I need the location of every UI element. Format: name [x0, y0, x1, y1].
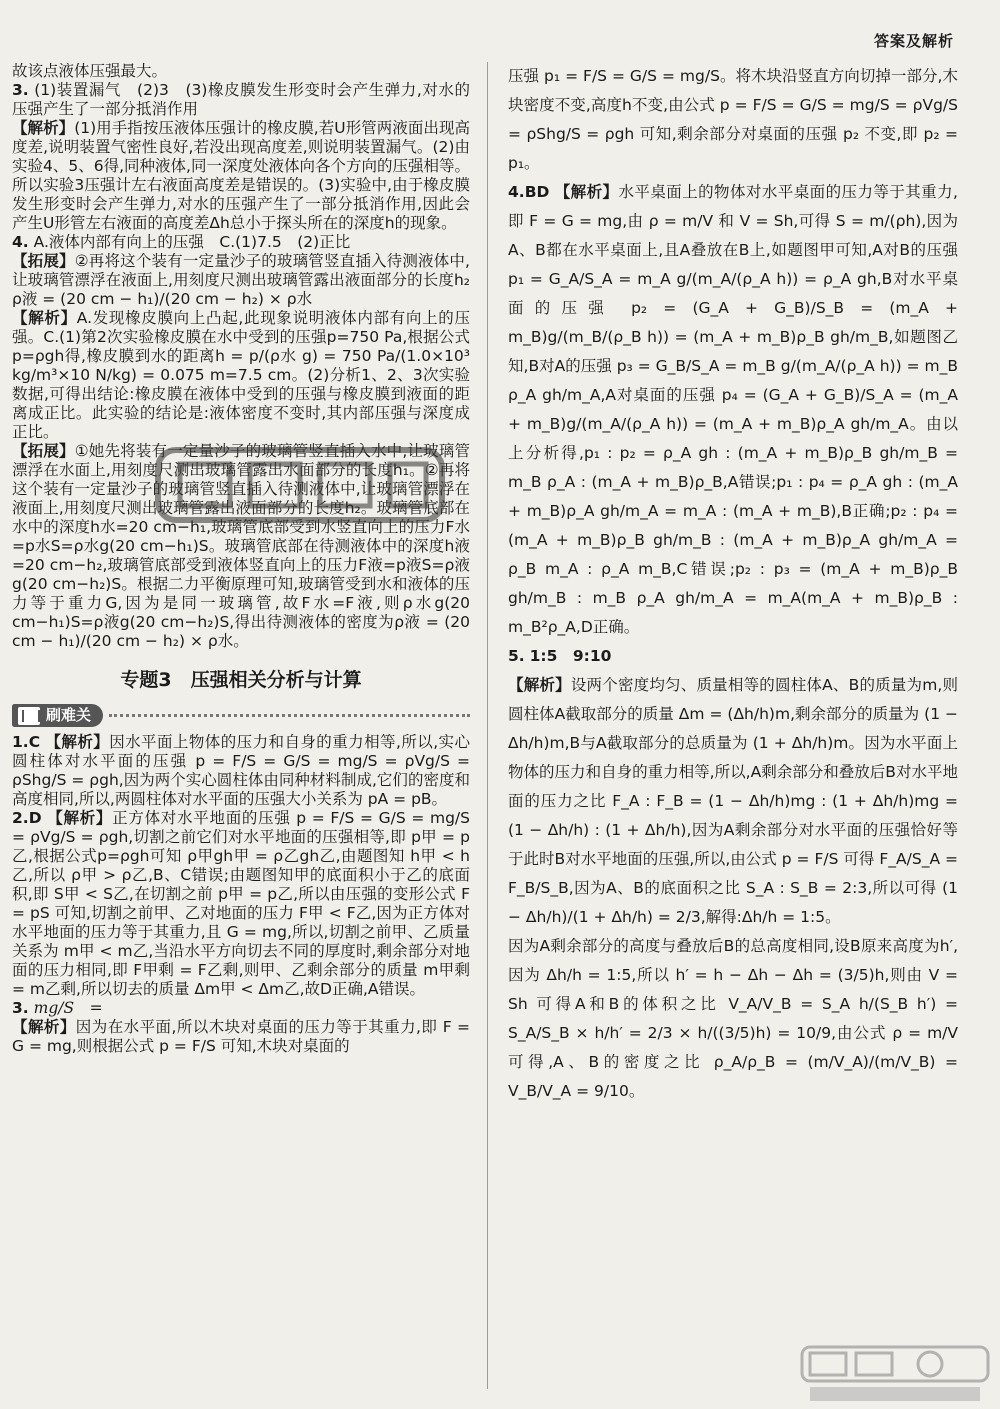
analysis-tag: 【解析】: [47, 809, 113, 827]
stamp-watermark-icon: [150, 440, 450, 530]
analysis-text: 设两个密度均匀、质量相等的圆柱体A、B的质量为m,则圆柱体A截取部分的质量 Δm = (Δh/h)m,剩余部分的质量为 (1 − Δh/h)m,B与A截取部分的总质量为 (1 + Δh/h)m。因为水平面上物体的压力和自身的重力相等,所以,A剩余部分和叠放后B对水平地面的压力之比 F_A : F_B = (1 − Δh/h)mg : (1 + Δh/h)mg = (1 − Δh/h) : (1 + Δh/h),因为A剩余部分对水平面的压强恰好等于此时B对水平地面的压强,所以,由公式 p = F/S 可得 F_A/S_A = F_B/S_B,因为A、B的底面积之比 S_A : S_B = 2:3,所以可得 (1 − Δh/h)/(1 + Δh/h) = 2/3,解得:Δh/h = 1:5。: [508, 676, 958, 926]
right-column: [508, 62, 958, 1106]
analysis-tag: 【解析】: [508, 676, 571, 694]
left-column: [12, 62, 486, 1056]
extension-4: [12, 252, 486, 309]
question-4: [12, 233, 470, 252]
analysis-4: [12, 309, 470, 442]
answer: mg/S =: [33, 999, 103, 1017]
analysis-text: 因水平面上物体的压力和自身的重力相等,所以,实心圆柱体对水平面的压强 p = F/S = G/S = mg/S = ρVg/S = ρShg/S = ρgh,因为两个实心圆柱体由同种材料制成,它们的密度和高度相同,所以,两圆柱体对水平面的压强大小关系为 pA = pB。: [12, 733, 470, 808]
analysis-text: 因为在水平面,所以木块对桌面的压力等于其重力,即 F = G = mg,则根据公式 p = F/S 可知,木块对桌面的: [12, 1018, 470, 1055]
analysis-c3-continued: 压强 p₁ = F/S = G/S = mg/S。将木块沿竖直方向切掉一部分,木块密度不变,高度h不变,由公式 p = F/S = G/S = mg/S = ρVg/S = ρShg/S = ρgh 可知,剩余部分对桌面的压强 p₂ 不变,即 p₂ = p₁。: [508, 67, 958, 172]
answer: 1:5 9:10: [529, 647, 612, 665]
analysis-tag: 【解析】: [554, 183, 619, 201]
answer: BD: [524, 183, 550, 201]
dotted-divider: [109, 714, 470, 717]
answer: (1)装置漏气 (2)3 (3)橡皮膜发生形变时会产生弹力,对水的压强产生了一部分抵消作用: [12, 81, 470, 118]
analysis-text: A.发现橡皮膜向上凸起,此现象说明液体内部有向上的压强。C.(1)第2次实验橡皮膜在水中受到的压强p=750 Pa,根据公式p=ρgh得,橡皮膜到水的距离h = p/(ρ水 g) = 750 Pa/(1.0×10³ kg/m³×10 N/kg) = 0.075 m=7.5 cm。(2)分析1、2、3次实验数据,可得出结论:橡皮膜在液体中受到的压强与橡皮膜到液面的距离成正比。此实验的结论是:液体密度不变时,其内部压强与深度成正比。: [12, 309, 470, 441]
question-c5: [508, 642, 958, 671]
question-3: [12, 81, 470, 119]
analysis-tag: 【解析】: [12, 309, 77, 327]
analysis-tag: 【解析】: [12, 1018, 76, 1036]
question-c1: [12, 733, 470, 809]
extension-text: ②再将这个装有一定量沙子的玻璃管竖直插入待测液体中,让玻璃管漂浮在液面上,用刻度尺测出玻璃管露出液面部分的长度h₂ ρ液 = (20 cm − h₁)/(20 cm − h₂) × ρ水: [12, 252, 486, 308]
brush-icon: [18, 707, 40, 725]
analysis-c5-part2: 因为A剩余部分的高度与叠放后B的总高度相同,设B原来高度为h′,因为 Δh/h = 1:5,所以 h′ = h − Δh − Δh = (3/5)h,则由 V = Sh 可得A和B的体积之比 V_A/V_B = S_A h/(S_B h′) = S_A/S_B × h/h′ = 2/3 × h/((3/5)h) = 10/9,由公式 ρ = m/V 可得,A、B的密度之比 ρ_A/ρ_B = (m/V_A)/(m/V_B) = V_B/V_A = 9/10。: [508, 937, 958, 1100]
answer: D: [28, 809, 42, 827]
analysis-text: (1)用手指按压液体压强计的橡皮膜,若U形管两液面出现高度差,说明装置气密性良好,若没出现高度差,则说明装置漏气。(2)由实验4、5、6得,同种液体,同一深度处液体向各个方向的压强相等。所以实验3压强计左右液面高度差是错误的。(3)实验中,由于橡皮膜发生形变时会产生弹力,对水的压强产生了一部分抵消作用,因此会产生U形管左右液面的高度差Δh总小于探头所在的深度h的现象。: [12, 119, 470, 232]
badge-label: 刷难关: [46, 706, 92, 724]
section-title: 专题3 压强相关分析与计算: [120, 669, 362, 691]
analysis-3: [12, 119, 470, 233]
question-number: 2.: [12, 809, 29, 827]
page-header: [0, 0, 1000, 56]
question-number: 3.: [12, 999, 29, 1017]
analysis-c3: [12, 1018, 470, 1056]
column-divider: [487, 62, 488, 1389]
difficulty-badge: [12, 704, 103, 727]
page-corner-marks: [986, 1309, 1000, 1349]
paragraph: 故该点液体压强最大。: [12, 62, 168, 80]
question-number: 3.: [12, 81, 29, 99]
question-number: 4.: [508, 183, 525, 201]
header-title: 答案及解析: [873, 32, 954, 50]
extension-text: ①她先将装有一定量沙子的玻璃管竖直插入水中,让玻璃管漂浮在水面上,用刻度尺测出玻璃管露出水面部分的长度h₁。②再将这个装有一定量沙子的玻璃管竖直插入待测液体中,让玻璃管漂浮在液面上,用刻度尺测出玻璃管露出液面部分的长度h₂。玻璃管底部在水中的深度h水=20 cm−h₁,玻璃管底部受到水竖直向上的压力F水=p水S=ρ水g(20 cm−h₁)S。玻璃管底部在待测液体中的深度h液=20 cm−h₂,玻璃管底部受到液体竖直向上的压力F液=p液S=ρ液g(20 cm−h₂)S。根据二力平衡原理可知,玻璃管受到水和液体的压力等于重力G,因为是同一玻璃管,故F水=F液,则ρ水g(20 cm−h₁)S=ρ液g(20 cm−h₂)S,得出待测液体的密度为ρ液 = (20 cm − h₁)/(20 cm − h₂) × ρ水。: [12, 442, 470, 650]
analysis-tag: 【解析】: [12, 119, 75, 137]
question-c3: [12, 999, 470, 1018]
question-c4: [508, 178, 958, 642]
question-number: 4.: [12, 233, 29, 251]
extension-tag: 【拓展】: [12, 442, 75, 460]
question-number: 5.: [508, 647, 525, 665]
site-logo-watermark-icon: [800, 1345, 990, 1405]
answer: A.液体内部有向上的压强 C.(1)7.5 (2)正比: [33, 233, 351, 251]
analysis-c5: [508, 671, 958, 932]
question-number: 1.: [12, 733, 29, 751]
answer: C: [28, 733, 41, 751]
question-c2: [12, 809, 470, 999]
analysis-text: 水平桌面上的物体对水平桌面的压力等于其重力,即 F = G = mg,由 ρ = m/V 和 V = Sh,可得 S = m/(ρh),因为A、B都在水平桌面上,且A叠放在B上,如题图甲可知,A对B的压强 p₁ = G_A/S_A = m_A g/(m_A/(ρ_A h)) = ρ_A gh,B对水平桌面的压强 p₂ = (G_A + G_B)/S_B = (m_A + m_B)g/(m_B/(ρ_B h)) = (m_A + m_B)ρ_B gh/m_B,如题图乙知,B对A的压强 p₃ = G_B/S_A = m_B g/(m_A/(ρ_A h)) = m_B ρ_A gh/m_A,A对桌面的压强 p₄ = (G_A + G_B)/S_A = (m_A + m_B)g/(m_A/(ρ_A h)) = (m_A + m_B)ρ_A gh/m_A。由以上分析得,p₁ : p₂ = ρ_A gh : (m_A + m_B)ρ_B gh/m_B = m_B ρ_A : (m_A + m_B)ρ_B,A错误;p₁ : p₄ = ρ_A gh : (m_A + m_B)ρ_A gh/m_A = m_A : (m_A + m_B),B正确;p₂ : p₄ = (m_A + m_B)ρ_B gh/m_B : (m_A + m_B)ρ_A gh/m_A = ρ_B m_A : ρ_A m_B,C错误;p₂ : p₃ = (m_A + m_B)ρ_B gh/m_B : m_B ρ_A gh/m_A = m_A(m_A + m_B)ρ_B : m_B²ρ_A,D正确。: [508, 183, 958, 636]
difficulty-banner: [12, 704, 470, 727]
analysis-text: 正方体对水平地面的压强 p = F/S = G/S = mg/S = ρVg/S = ρgh,切割之前它们对水平地面的压强相等,即 p甲 = p乙,根据公式p=ρgh可知 ρ甲gh甲 = ρ乙gh乙,由题图知 h甲 < h乙,所以 ρ甲 > ρ乙,B、C错误;由题图知甲的底面积小于乙的底面积,即 S甲 < S乙,在切割之前 p甲 = p乙,所以由压强的变形公式 F = pS 可知,切割之前甲、乙对地面的压力 F甲 < F乙,因为正方体对水平地面的压力等于其重力,且 G = mg,所以,切割之前甲、乙质量关系为 m甲 < m乙,当沿水平方向切去不同的厚度时,剩余部分对地面的压力相同,即 F甲剩 = F乙剩,则甲、乙剩余部分的质量 m甲剩 = m乙剩,所以切去的质量 Δm甲 < Δm乙,故D正确,A错误。: [12, 809, 470, 998]
analysis-tag: 【解析】: [45, 733, 110, 751]
extension-tag: 【拓展】: [12, 252, 75, 270]
